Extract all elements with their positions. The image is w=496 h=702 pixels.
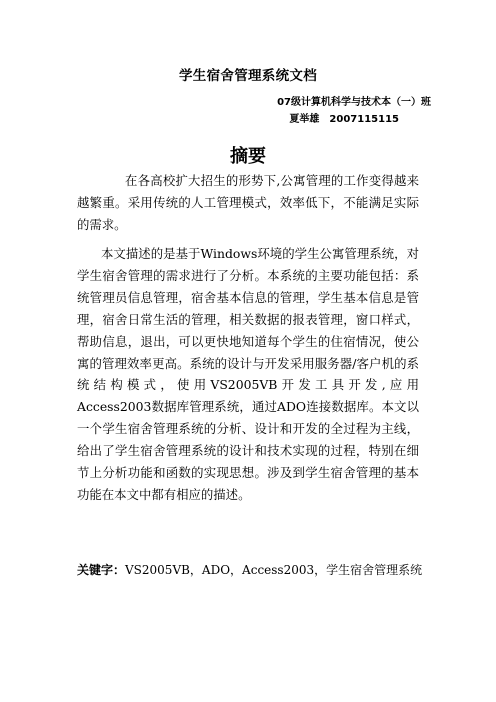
- class-info: 07级计算机科学与技术本（一）班: [277, 97, 431, 108]
- abstract-paragraph-2: 本文描述的是基于Windows环境的学生公寓管理系统，对学生宿舍管理的需求进行了分析。本系统的主要功能包括：系统管理员信息管理，宿舍基本信息的管理，学生基本信息是管理，宿舍日常生活的管理，相关数据的报表管理，窗口样式，帮助信息，退出，可以更快地知道每个学生的住宿情况，使公寓的管理效率更高。系统的设计与开发采用服务器/客户机的系统结构模式，使用VS2005VB开发工具开发,应用Access2003数据库管理系统，通过ADO连接数据库。本文以一个学生宿舍管理系统的分析、设计和开发的全过程为主线，给出了学生宿舍管理系统的设计和技术实现的过程，特别在细节上分析功能和函数的实现思想。涉及到学生宿舍管理的基本功能在本文中都有相应的描述。: [77, 246, 419, 502]
- keywords-label: 关键字：: [77, 563, 126, 577]
- keywords-line: [77, 561, 457, 578]
- keywords-value: VS2005VB，ADO，Access2003，学生宿舍管理系统: [125, 563, 423, 577]
- author-info: 夏举雄 2007115115: [289, 114, 399, 125]
- document-title: 学生宿舍管理系统文档: [179, 68, 317, 84]
- abstract-heading: 摘要: [230, 146, 266, 167]
- abstract-paragraph-1: 在各高校扩大招生的形势下,公寓管理的工作变得越来越繁重。采用传统的人工管理模式，效率低下，不能满足实际的需求。: [77, 173, 419, 232]
